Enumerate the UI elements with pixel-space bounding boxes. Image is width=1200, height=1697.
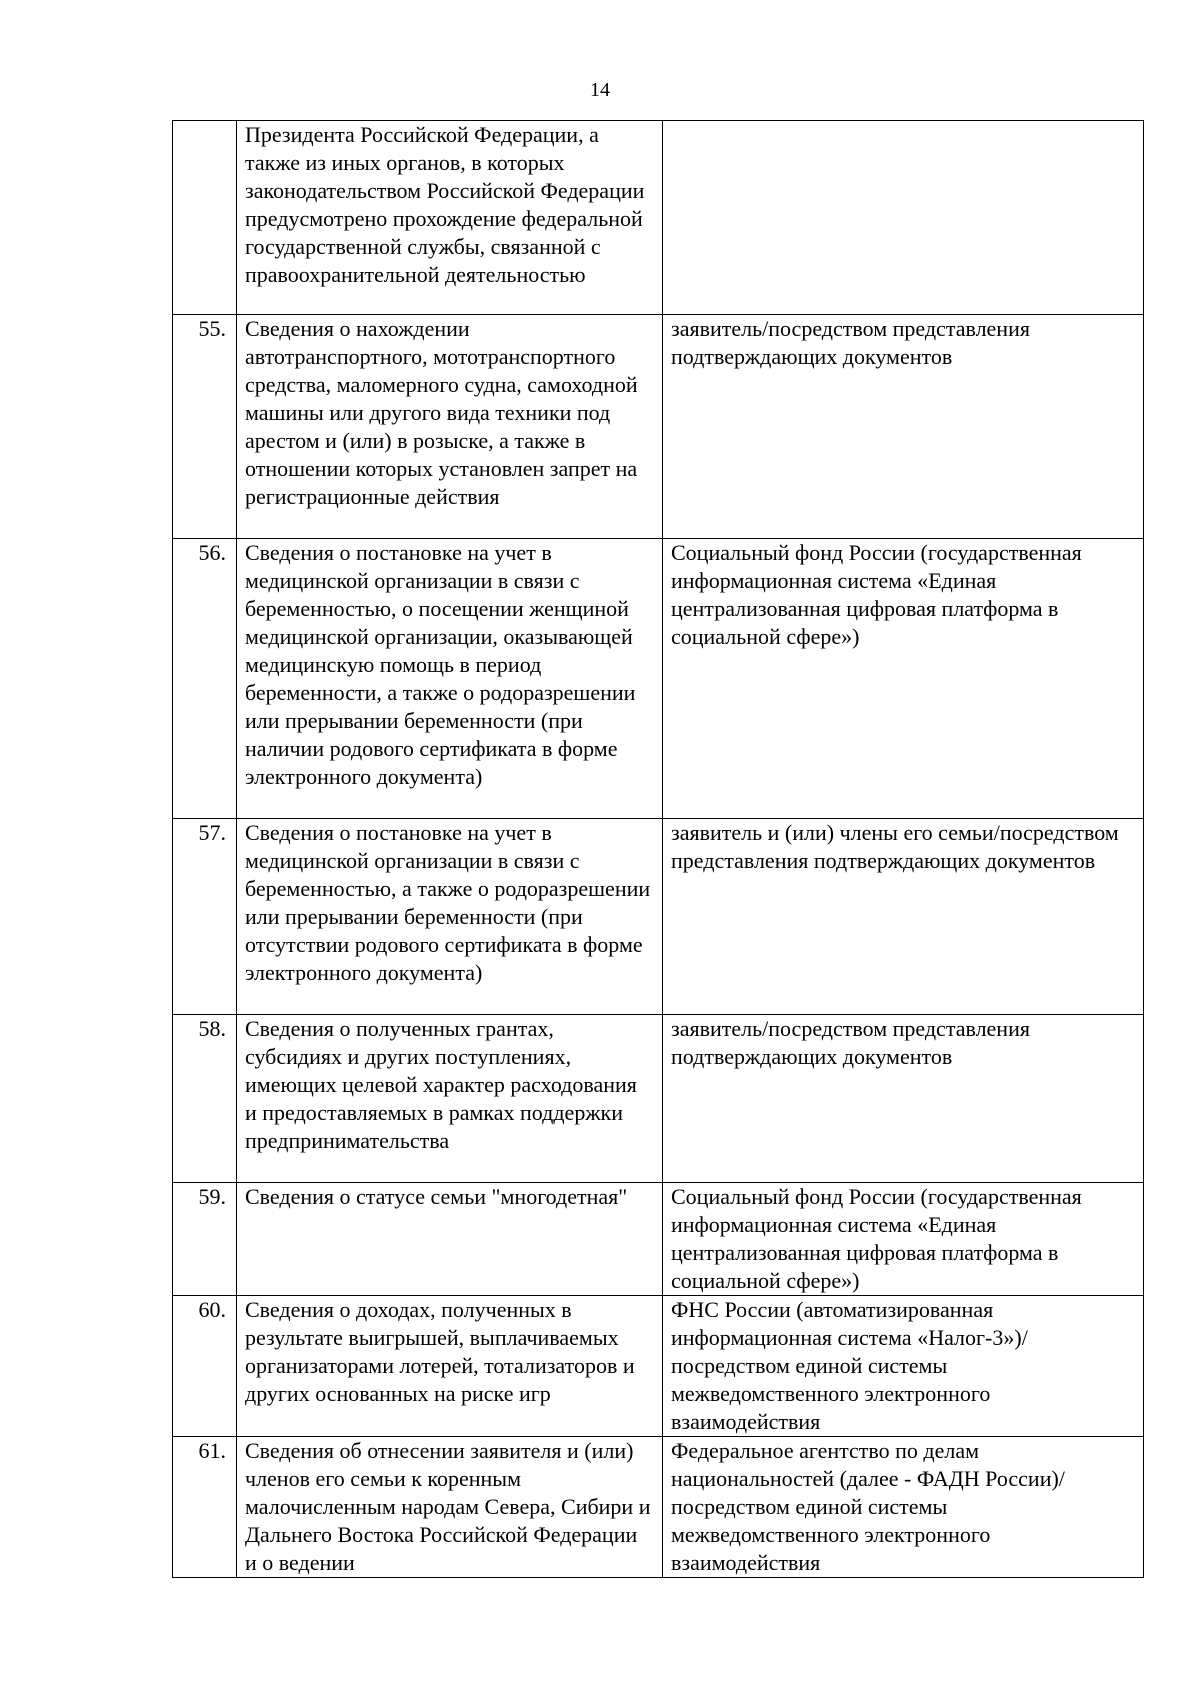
row-number: 56.	[173, 539, 237, 819]
table-row	[173, 819, 1144, 1015]
row-number	[173, 121, 237, 315]
row-description: Сведения о постановке на учет в медицинской организации в связи с беременностью, а также о родоразрешении или прерывании беременности (при отсутствии родового сертификата в форме электронного документа)	[237, 819, 663, 1015]
row-number: 58.	[173, 1015, 237, 1183]
row-number: 55.	[173, 315, 237, 539]
row-description: Сведения о доходах, полученных в результате выигрышей, выплачиваемых организаторами лотерей, тотализаторов и других основанных на риске игр	[237, 1296, 663, 1437]
row-source: Федеральное агентство по делам национальностей (далее - ФАДН России)/посредством единой системы межведомственного электронного взаимодействия	[663, 1437, 1144, 1578]
row-number: 60.	[173, 1296, 237, 1437]
row-source	[663, 121, 1144, 315]
table-row	[173, 1015, 1144, 1183]
row-source: заявитель/посредством представления подтверждающих документов	[663, 1015, 1144, 1183]
table-row	[173, 1437, 1144, 1578]
row-number: 61.	[173, 1437, 237, 1578]
table-row	[173, 121, 1144, 315]
row-description: Сведения о нахождении автотранспортного, мототранспортного средства, маломерного судна, самоходной машины или другого вида техники под арестом и (или) в розыске, а также в отношении которых установлен запрет на регистрационные действия	[237, 315, 663, 539]
row-description: Сведения о полученных грантах, субсидиях и других поступлениях, имеющих целевой характер расходования и предоставляемых в рамках поддержки предпринимательства	[237, 1015, 663, 1183]
page-number: 14	[590, 79, 610, 101]
row-description: Сведения о постановке на учет в медицинской организации в связи с беременностью, о посещении женщиной медицинской организации, оказывающей медицинскую помощь в период беременности, а также о родоразрешении или прерывании беременности (при наличии родового сертификата в форме электронного документа)	[237, 539, 663, 819]
row-source: ФНС России (автоматизированная информационная система «Налог-3»)/посредством единой системы межведомственного электронного взаимодействия	[663, 1296, 1144, 1437]
documents-table	[172, 120, 1144, 1578]
row-description: Сведения о статусе семьи "многодетная"	[237, 1183, 663, 1296]
table-row	[173, 315, 1144, 539]
row-source: Социальный фонд России (государственная информационная система «Единая централизованная цифровая платформа в социальной сфере»)	[663, 1183, 1144, 1296]
row-description: Сведения об отнесении заявителя и (или) членов его семьи к коренным малочисленным народам Севера, Сибири и Дальнего Востока Российской Федерации и о ведении	[237, 1437, 663, 1578]
row-number: 57.	[173, 819, 237, 1015]
row-source: заявитель и (или) члены его семьи/посредством представления подтверждающих документов	[663, 819, 1144, 1015]
table-row	[173, 539, 1144, 819]
row-number: 59.	[173, 1183, 237, 1296]
row-description: Президента Российской Федерации, а также из иных органов, в которых законодательством Российской Федерации предусмотрено прохождение федеральной государственной службы, связанной с правоохранительной деятельностью	[237, 121, 663, 315]
table-row	[173, 1183, 1144, 1296]
row-source: Социальный фонд России (государственная информационная система «Единая централизованная цифровая платформа в социальной сфере»)	[663, 539, 1144, 819]
row-source: заявитель/посредством представления подтверждающих документов	[663, 315, 1144, 539]
table-row	[173, 1296, 1144, 1437]
